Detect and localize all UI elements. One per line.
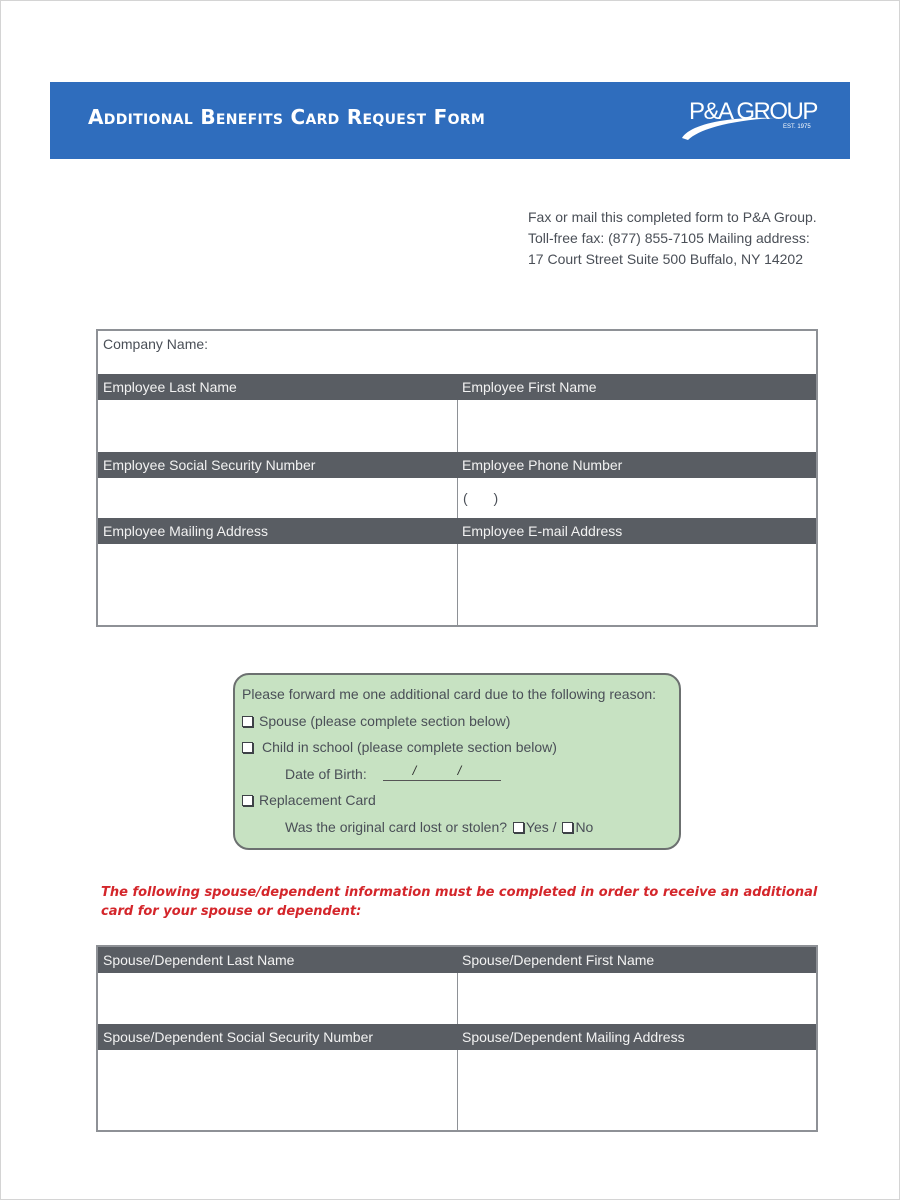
employee-email-input[interactable] [457, 544, 816, 625]
dependent-info-table [96, 945, 818, 1132]
employee-phone-label: Employee Phone Number [462, 457, 623, 473]
option-child-label: Child in school (please complete section below) [262, 739, 557, 755]
checkbox-icon[interactable] [242, 742, 253, 753]
table-header-row [98, 452, 816, 478]
employee-email-label: Employee E-mail Address [462, 523, 623, 539]
yes-label: Yes [525, 818, 549, 835]
dependent-first-name-label: Spouse/Dependent First Name [462, 952, 655, 968]
option-replacement-card[interactable] [242, 792, 679, 819]
table-row [98, 544, 816, 625]
company-name-label: Company Name: [103, 336, 209, 352]
date-separator: / [412, 762, 417, 778]
table-row [98, 400, 816, 452]
dependent-first-name-input[interactable] [457, 973, 816, 1024]
table-row [98, 973, 816, 1024]
table-row [98, 478, 816, 518]
employee-info-table [96, 329, 818, 627]
employee-ssn-label: Employee Social Security Number [103, 457, 316, 473]
no-checkbox-icon[interactable] [562, 822, 573, 833]
contact-info [528, 207, 817, 270]
employee-first-name-label: Employee First Name [462, 379, 597, 395]
employee-phone-input[interactable] [457, 478, 816, 518]
table-header-row [98, 1024, 816, 1050]
employee-last-name-input[interactable] [98, 400, 457, 452]
pa-group-logo [680, 96, 830, 146]
date-separator: / [457, 762, 462, 778]
employee-first-name-input[interactable] [457, 400, 816, 452]
option-replacement-label: Replacement Card [259, 792, 376, 808]
contact-line: Toll-free fax: (877) 855-7105 Mailing address: [528, 230, 810, 246]
dependent-ssn-input[interactable] [98, 1050, 457, 1130]
lost-question: Was the original card lost or stolen? [285, 818, 508, 835]
employee-ssn-input[interactable] [98, 478, 457, 518]
dependent-last-name-input[interactable] [98, 973, 457, 1024]
employee-mailing-address-input[interactable] [98, 544, 457, 625]
table-row [98, 1050, 816, 1130]
date-of-birth-row [242, 762, 679, 793]
no-label: No [575, 818, 594, 835]
date-of-birth-label: Date of Birth: [285, 765, 367, 782]
date-of-birth-input[interactable] [383, 762, 501, 781]
card-reason-box [233, 673, 681, 850]
table-header-row [98, 374, 816, 400]
table-header-row [98, 947, 816, 973]
option-spouse[interactable] [242, 713, 679, 740]
reason-intro: Please forward me one additional card due to the following reason: [242, 686, 657, 702]
logo-tagline: EST. 1975 [783, 124, 811, 130]
employee-mailing-address-label: Employee Mailing Address [103, 523, 268, 539]
lost-or-stolen-row [242, 819, 679, 846]
option-spouse-label: Spouse (please complete section below) [259, 712, 511, 729]
form-title: Additional Benefits Card Request Form [88, 105, 486, 129]
dependent-mailing-address-input[interactable] [457, 1050, 816, 1130]
employee-last-name-label: Employee Last Name [103, 379, 237, 395]
dependent-ssn-label: Spouse/Dependent Social Security Number [103, 1029, 374, 1045]
checkbox-icon[interactable] [242, 795, 253, 806]
table-header-row [98, 518, 816, 544]
dependent-notice: The following spouse/dependent information must be completed in order to receive an additional card for your spouse or dependent: [101, 885, 818, 919]
phone-area-code-parens: ( ) [463, 490, 499, 506]
header-banner [50, 82, 850, 159]
contact-line: 17 Court Street Suite 500 Buffalo, NY 14202 [528, 251, 804, 267]
dependent-last-name-label: Spouse/Dependent Last Name [103, 952, 295, 968]
separator-text: / [548, 818, 561, 835]
company-name-field[interactable] [98, 331, 816, 374]
contact-line: Fax or mail this completed form to P&A Group. [528, 209, 817, 225]
yes-checkbox-icon[interactable] [513, 822, 524, 833]
logo-name: P&A GROUP [689, 98, 817, 125]
dependent-mailing-address-label: Spouse/Dependent Mailing Address [462, 1029, 685, 1045]
checkbox-icon[interactable] [242, 716, 253, 727]
